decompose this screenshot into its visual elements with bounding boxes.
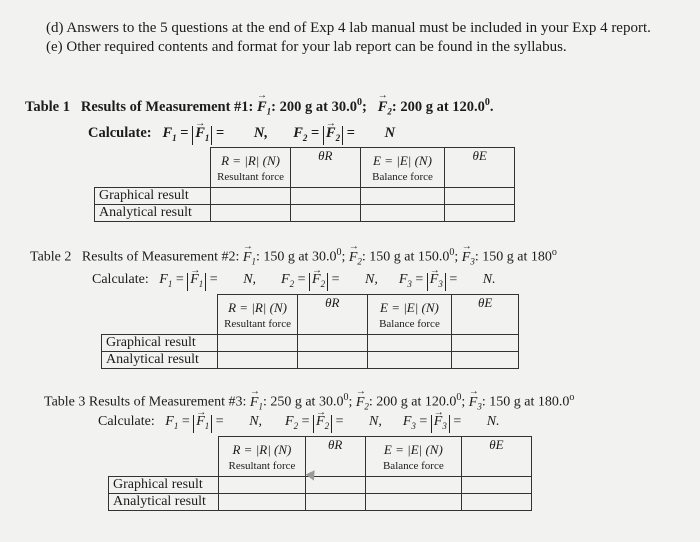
table1-cell[interactable] <box>445 205 515 222</box>
table2-force1-deg: 0 <box>336 247 342 258</box>
table3-corner <box>109 437 219 477</box>
table2-force2-symbol: → F <box>349 250 358 266</box>
table3-calc3-vec: → F <box>434 415 443 429</box>
table1-force2-deg: 0 <box>484 97 490 108</box>
table3-cell[interactable] <box>219 477 305 494</box>
table2-force2-deg: 0 <box>449 247 455 258</box>
table1-calc-label: Calculate: <box>88 125 152 141</box>
table1-calc1-unit: N, <box>253 125 268 141</box>
table3-hdr-r: R = |R| (N) Resultant force <box>219 437 305 477</box>
table3-calc3-unit: N. <box>486 414 500 429</box>
table3-cell[interactable] <box>365 477 461 494</box>
table1-force2-text: : 200 g at 120.0 <box>391 98 485 115</box>
table1-calc2-vec: → F <box>326 126 336 140</box>
table2-calc2-lhs: F <box>281 272 290 287</box>
table1-calc1-lhs: F <box>162 125 173 141</box>
table2-cell[interactable] <box>218 335 298 352</box>
table3-force2-deg: 0 <box>456 392 462 403</box>
table2-calc2-vec-index: 2 <box>320 278 326 289</box>
table2-cell[interactable] <box>452 335 519 352</box>
table3-force2-text: : 200 g at 120.0 <box>368 394 457 410</box>
table3-force3-deg: o <box>569 392 575 403</box>
table1-hdr-theta-e: θE <box>445 148 515 188</box>
table1-cell[interactable] <box>211 188 291 205</box>
table2-force2-text: : 150 g at 150.0 <box>361 249 450 265</box>
instruction-d: (d) Answers to the 5 questions at the end of Exp 4 lab manual must be included in your Exp 4 report. <box>46 20 651 36</box>
table2-calc2-unit: N, <box>364 272 378 287</box>
table1-force1-index: 1 <box>266 106 272 117</box>
table1-calc2-index: 2 <box>302 132 308 143</box>
table3-calc2-lhs: F <box>285 414 294 429</box>
table2-row-analytical: Analytical result <box>102 352 218 369</box>
table2-label: Table 2 <box>30 249 72 265</box>
table1-force2-sep: . <box>489 98 494 115</box>
table2-hdr-r: R = |R| (N) Resultant force <box>218 295 298 335</box>
table3-calc2-index: 2 <box>293 420 299 431</box>
table1-caption: Results of Measurement #1: <box>80 98 254 115</box>
table2-hdr-e: E = |E| (N) Balance force <box>367 295 452 335</box>
table3-title <box>44 392 574 411</box>
table3-calc1-lhs: F <box>165 414 174 429</box>
table2-cell[interactable] <box>452 352 519 369</box>
table3-calc1-index: 1 <box>173 420 179 431</box>
table3-calc: Calculate: $F_1$ = → $F_1 = N$, $F_2$ = → $F_2 = N$, $F_3$ = → $F_3 = N$. <box>98 414 500 433</box>
table3-force2-sep: ; <box>461 394 466 410</box>
table3-force2-index: 2 <box>364 401 369 412</box>
table1-hdr-r: R = |R| (N) Resultant force <box>211 148 291 188</box>
table3-calc2-vec-index: 2 <box>324 420 330 431</box>
table1-label: Table 1 <box>25 98 70 115</box>
table3-calc3-vec-index: 3 <box>442 420 447 431</box>
table3-hdr-theta-e: θE <box>461 437 531 477</box>
table2-cell[interactable] <box>218 352 298 369</box>
table2-corner <box>102 295 218 335</box>
table2-cell[interactable] <box>298 352 368 369</box>
table1-force1-sep: ; <box>361 98 367 115</box>
table2-calc3-unit: N. <box>482 272 496 287</box>
table2-force2-index: 2 <box>357 256 362 267</box>
table3-force1-index: 1 <box>258 401 263 412</box>
table1-calc2-lhs: F <box>293 125 303 141</box>
table1-calc2-unit: N <box>384 125 396 141</box>
table1-row-graphical: Graphical result <box>95 188 211 205</box>
table3-hdr-e: E = |E| (N) Balance force <box>365 437 461 477</box>
table3-calc1-vec: → F <box>196 415 205 429</box>
table2-calc1-vec-index: 1 <box>198 278 204 289</box>
table2-calc3-vec-index: 3 <box>438 278 443 289</box>
table2-calc1-vec: → F <box>190 273 199 287</box>
table3-calc1-vec-index: 1 <box>204 420 210 431</box>
table2-calc3-vec: → F <box>430 273 439 287</box>
table3-cell[interactable] <box>305 494 365 511</box>
table2-hdr-theta-r: θR <box>298 295 368 335</box>
table1-force1-text: : 200 g at 30.0 <box>271 98 357 115</box>
table1-cell[interactable] <box>291 188 361 205</box>
table1-hdr-theta-r: θR <box>291 148 361 188</box>
table3-force1-text: : 250 g at 30.0 <box>262 394 344 410</box>
table1-cell[interactable] <box>360 205 445 222</box>
table2-force3-index: 3 <box>470 256 475 267</box>
table2-row-graphical: Graphical result <box>102 335 218 352</box>
table2-force3-text: : 150 g at 180 <box>474 249 552 265</box>
table1-row-analytical: Analytical result <box>95 205 211 222</box>
table3-cell[interactable] <box>219 494 305 511</box>
table2-calc1-unit: N, <box>243 272 257 287</box>
table2-calc3-lhs: F <box>398 272 408 287</box>
table3-row-graphical: Graphical result <box>109 477 219 494</box>
table3-hdr-theta-r: θR <box>305 437 365 477</box>
table2-force1-symbol: → F <box>243 250 252 266</box>
table3-label: Table 3 <box>44 394 86 410</box>
table3-calc-label: Calculate: <box>98 414 155 429</box>
table1-grid <box>94 147 515 222</box>
table2-calc3-index: 3 <box>407 278 412 289</box>
table1-calc1-vec: → F <box>195 126 205 140</box>
table3-calc3-index: 3 <box>411 420 416 431</box>
table2-force3-deg: o <box>551 247 557 258</box>
table1-calc1-index: 1 <box>172 132 177 143</box>
table3-cell[interactable] <box>461 477 531 494</box>
table1-cell[interactable] <box>211 205 291 222</box>
table3-calc2-vec: → F <box>316 415 325 429</box>
table3-cell[interactable] <box>365 494 461 511</box>
table1-force1-symbol: → F <box>257 99 267 116</box>
table3-calc1-unit: N, <box>249 414 263 429</box>
table2-calc2-vec: → F <box>312 273 321 287</box>
table2-calc-label: Calculate: <box>92 272 149 287</box>
table3-force2-symbol: → F <box>356 395 365 411</box>
table3-calc2-unit: N, <box>368 414 382 429</box>
table2-force1-text: : 150 g at 30.0 <box>255 249 337 265</box>
table2-force1-sep: ; <box>341 249 346 265</box>
table1-calc1-vec-index: 1 <box>204 132 210 143</box>
table1-force1-deg: 0 <box>356 97 362 108</box>
table1-force2-index: 2 <box>387 106 392 117</box>
table1-force2-symbol: → F <box>378 99 388 116</box>
table1-title <box>25 97 494 117</box>
table2-calc: Calculate: $F_1$ = → $F_1 = N$, $F_2$ = → $F_2 = N$, $F_3$ = → $F_3 = N$. <box>92 272 496 291</box>
table2-title <box>30 247 557 266</box>
table2-hdr-theta-e: θE <box>452 295 519 335</box>
table3-force3-symbol: → F <box>469 395 478 411</box>
table1-hdr-e: E = |E| (N) Balance force <box>360 148 445 188</box>
table2-calc1-index: 1 <box>167 278 173 289</box>
instruction-e: (e) Other required contents and format for your lab report can be found in the syllabus. <box>46 39 567 55</box>
table2-cell[interactable] <box>298 335 368 352</box>
table1-cell[interactable] <box>291 205 361 222</box>
table3-cell[interactable] <box>461 494 531 511</box>
table3-row-analytical: Analytical result <box>109 494 219 511</box>
table2-force3-symbol: → F <box>462 250 471 266</box>
table3-caption: Results of Measurement #3: <box>88 394 247 410</box>
table1-calc: Calculate: $F_1$ = → $F_1 = N$, $F_2$ = → $F_2 = N$ <box>88 125 395 145</box>
table1-calc2-vec-index: 2 <box>335 132 341 143</box>
table2-force1-index: 1 <box>251 256 256 267</box>
table2-caption: Results of Measurement #2: <box>81 249 240 265</box>
table2-calc2-index: 2 <box>289 278 295 289</box>
table2-force2-sep: ; <box>454 249 459 265</box>
table3-grid <box>108 436 532 511</box>
table3-force1-sep: ; <box>348 394 353 410</box>
table2-cell[interactable] <box>367 335 452 352</box>
table2-calc1-lhs: F <box>159 272 168 287</box>
table2-cell[interactable] <box>367 352 452 369</box>
table3-force1-symbol: → F <box>250 395 259 411</box>
table3-force1-deg: 0 <box>343 392 349 403</box>
table3-force3-index: 3 <box>477 401 482 412</box>
table2-grid <box>101 294 519 369</box>
table3-calc3-lhs: F <box>402 414 412 429</box>
table1-cell[interactable] <box>360 188 445 205</box>
table1-cell[interactable] <box>445 188 515 205</box>
table3-force3-text: : 150 g at 180.0 <box>481 394 570 410</box>
table1-corner <box>95 148 211 188</box>
